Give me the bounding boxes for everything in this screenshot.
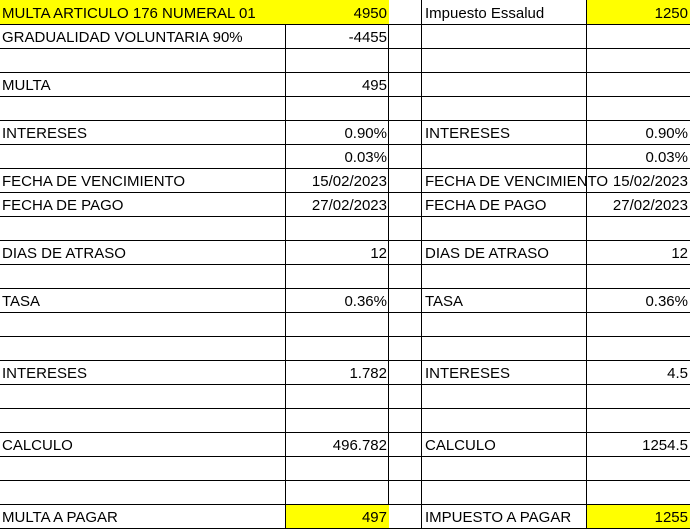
table-row — [0, 121, 690, 145]
table-row — [0, 169, 690, 193]
essalud-tax-label[interactable]: Impuesto Essalud — [425, 5, 545, 22]
left-rate-value[interactable]: 0.36% — [344, 293, 387, 310]
left-rate-label[interactable]: TASA — [2, 293, 41, 310]
left-due-date[interactable]: 15/02/2023 — [311, 173, 387, 190]
left-interest-total-label[interactable]: INTERESES — [2, 365, 88, 382]
table-row — [0, 409, 690, 433]
table-row — [0, 457, 690, 481]
table-row — [0, 481, 690, 505]
left-pay-date[interactable]: 27/02/2023 — [311, 197, 387, 214]
right-late-days-label[interactable]: DIAS DE ATRASO — [425, 245, 549, 262]
essalud-tax-value[interactable]: 1250 — [587, 0, 690, 24]
graduality-value[interactable]: -4455 — [348, 29, 387, 46]
left-late-days[interactable]: 12 — [370, 245, 387, 262]
left-interest-label[interactable]: INTERESES — [2, 125, 88, 142]
right-rate-label[interactable]: TASA — [425, 293, 464, 310]
table-row — [0, 337, 690, 361]
fine-article-value[interactable]: 4950 — [286, 0, 389, 24]
right-rate-value[interactable]: 0.36% — [645, 293, 688, 310]
table-row — [0, 25, 690, 49]
left-calc-label[interactable]: CALCULO — [2, 437, 73, 454]
left-calc-value[interactable]: 496.782 — [332, 437, 387, 454]
table-row — [0, 241, 690, 265]
table-row — [0, 289, 690, 313]
right-due-date-label[interactable]: FECHA DE VENCIMIENTO — [425, 173, 609, 190]
right-calc-value[interactable]: 1254.5 — [642, 437, 688, 454]
right-interest-rate[interactable]: 0.90% — [645, 125, 688, 142]
fine-to-pay-label[interactable]: MULTA A PAGAR — [2, 509, 118, 526]
table-row — [0, 361, 690, 385]
right-daily-rate[interactable]: 0.03% — [645, 149, 688, 166]
table-row — [0, 73, 690, 97]
table-row — [0, 313, 690, 337]
right-pay-date-label[interactable]: FECHA DE PAGO — [425, 197, 547, 214]
left-interest-total[interactable]: 1.782 — [349, 365, 387, 382]
table-row — [0, 0, 690, 25]
right-calc-label[interactable]: CALCULO — [425, 437, 496, 454]
fine-label[interactable]: MULTA — [2, 77, 51, 94]
right-interest-total-label[interactable]: INTERESES — [425, 365, 511, 382]
table-row — [0, 505, 690, 529]
empty-cell[interactable] — [389, 0, 422, 24]
right-interest-total[interactable]: 4.5 — [667, 365, 688, 382]
fine-value[interactable]: 495 — [361, 77, 387, 94]
left-late-days-label[interactable]: DIAS DE ATRASO — [2, 245, 126, 262]
right-interest-label[interactable]: INTERESES — [425, 125, 511, 142]
table-row — [0, 385, 690, 409]
right-late-days[interactable]: 12 — [671, 245, 688, 262]
right-due-date[interactable]: 15/02/2023 — [612, 173, 688, 190]
table-row — [0, 433, 690, 457]
left-daily-rate[interactable]: 0.03% — [344, 149, 387, 166]
tax-to-pay-label[interactable]: IMPUESTO A PAGAR — [425, 509, 572, 526]
left-pay-date-label[interactable]: FECHA DE PAGO — [2, 197, 124, 214]
table-row — [0, 265, 690, 289]
graduality-label[interactable]: GRADUALIDAD VOLUNTARIA 90% — [2, 29, 243, 46]
table-row — [0, 145, 690, 169]
right-pay-date[interactable]: 27/02/2023 — [612, 197, 688, 214]
table-row — [0, 97, 690, 121]
table-row — [0, 193, 690, 217]
table-row — [0, 49, 690, 73]
table-row — [0, 217, 690, 241]
tax-to-pay-value[interactable]: 1255 — [587, 505, 690, 528]
fine-article-label[interactable]: MULTA ARTICULO 176 NUMERAL 01 — [0, 0, 286, 24]
left-due-date-label[interactable]: FECHA DE VENCIMIENTO — [2, 173, 186, 190]
left-interest-rate[interactable]: 0.90% — [344, 125, 387, 142]
fine-to-pay-value[interactable]: 497 — [286, 505, 389, 528]
